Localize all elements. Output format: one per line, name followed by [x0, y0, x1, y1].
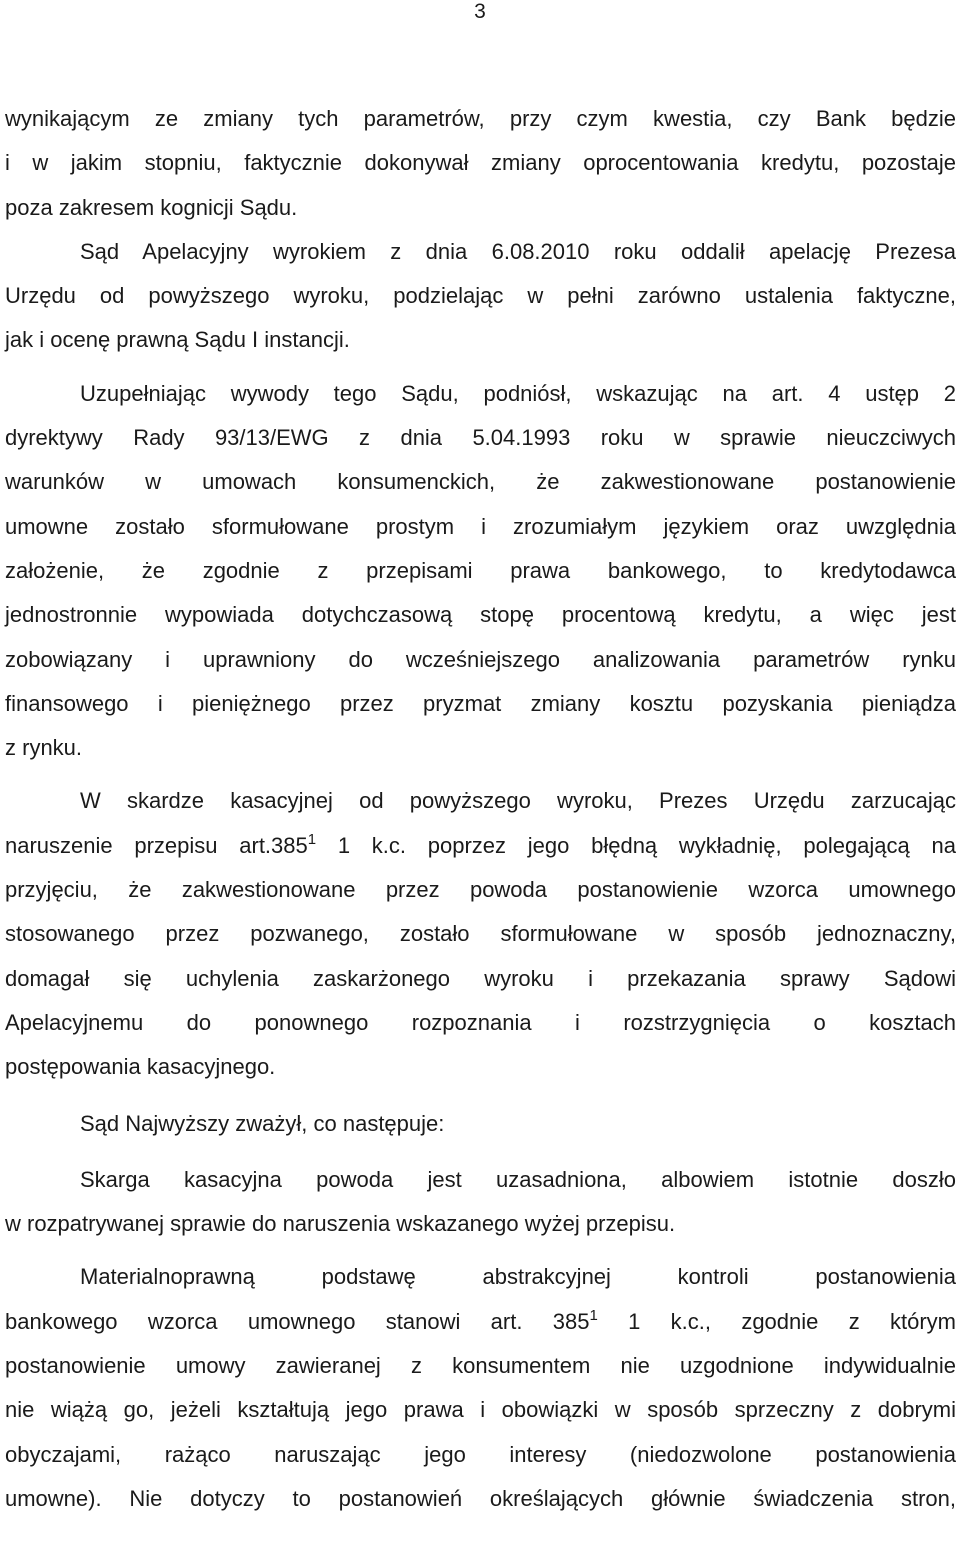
document-body	[5, 97, 956, 1521]
text-segment: naruszenie przepisu art.385	[5, 832, 308, 858]
text-line: umowne zostało sformułowane prostym i zrozumiałym językiem oraz uwzględnia	[5, 513, 956, 539]
text-line: w rozpatrywanej sprawie do naruszenia wskazanego wyżej przepisu.	[5, 1211, 676, 1237]
text-line: Sąd Apelacyjny wyrokiem z dnia 6.08.2010 roku oddalił apelację Prezesa	[80, 238, 956, 264]
text-line: Uzupełniając wywody tego Sądu, podniósł, wskazując na art. 4 ustęp 2	[80, 380, 956, 406]
text-line: Skarga kasacyjna powoda jest uzasadniona, albowiem istotnie doszło	[80, 1166, 956, 1192]
text-line: stosowanego przez pozwanego, zostało sformułowane w sposób jednoznaczny,	[5, 921, 956, 947]
text-line: domagał się uchylenia zaskarżonego wyroku i przekazania sprawy Sądowi	[5, 965, 956, 991]
text-line: W skardze kasacyjnej od powyższego wyroku, Prezes Urzędu zarzucając	[80, 788, 956, 814]
paragraph-directive	[5, 372, 956, 771]
paragraph-court-heading	[5, 1102, 956, 1146]
text-line: postanowienie umowy zawieranej z konsumentem nie uzgodnione indywidualnie	[5, 1353, 956, 1379]
text-line: finansowego i pieniężnego przez pryzmat zmiany kosztu pozyskania pieniądza	[5, 690, 956, 716]
superscript: 1	[589, 1306, 598, 1324]
text-line: obyczajami, rażąco naruszając jego interesy (niedozwolone postanowienia	[5, 1441, 956, 1467]
text-line: jak i ocenę prawną Sądu I instancji.	[5, 327, 350, 353]
paragraph-legal-basis	[5, 1255, 956, 1521]
text-line: poza zakresem kognicji Sądu.	[5, 194, 298, 220]
text-line: umowne). Nie dotyczy to postanowień określających głównie świadczenia stron,	[5, 1485, 956, 1511]
text-line: i w jakim stopniu, faktycznie dokonywał zmiany oprocentowania kredytu, pozostaje	[5, 150, 956, 176]
superscript: 1	[307, 830, 317, 848]
text-line: warunków w umowach konsumenckich, że zakwestionowane postanowienie	[5, 469, 956, 495]
text-line: dyrektywy Rady 93/13/EWG z dnia 5.04.1993 roku w sprawie nieuczciwych	[5, 425, 956, 451]
text-line: Apelacyjnemu do ponownego rozpoznania i rozstrzygnięcia o kosztach	[5, 1009, 956, 1035]
text-line: przyjęciu, że zakwestionowane przez powoda postanowienie wzorca umownego	[5, 877, 956, 903]
text-line: Sąd Najwyższy zważył, co następuje:	[80, 1110, 445, 1136]
text-line: założenie, że zgodnie z przepisami prawa bankowego, to kredytodawca	[5, 557, 956, 583]
text-line: wynikającym ze zmiany tych parametrów, przy czym kwestia, czy Bank będzie	[5, 106, 956, 131]
paragraph-appeal-dismissal	[5, 230, 956, 363]
page-number: 3	[474, 0, 486, 23]
text-line: z rynku.	[5, 735, 83, 761]
text-line: zobowiązany i uprawniony do wcześniejszego analizowania parametrów rynku	[5, 646, 956, 672]
text-line: postępowania kasacyjnego.	[5, 1054, 276, 1080]
text-segment: bankowego wzorca umownego stanowi art. 385	[5, 1308, 590, 1334]
text-segment: 1 k.c., zgodnie z którym	[597, 1308, 957, 1334]
text-line	[5, 824, 956, 868]
text-line	[5, 1300, 956, 1344]
paragraph-cassation-complaint	[5, 779, 956, 1089]
text-line: Urzędu od powyższego wyroku, podzielając w pełni zarówno ustalenia faktyczne,	[5, 283, 956, 309]
text-line: jednostronnie wypowiada dotychczasową stopę procentową kredytu, a więc jest	[5, 602, 956, 628]
text-line: nie wiążą go, jeżeli kształtują jego prawa i obowiązki w sposób sprzeczny z dobrymi	[5, 1397, 956, 1423]
text-line: Materialnoprawną podstawę abstrakcyjnej kontroli postanowienia	[80, 1264, 956, 1290]
text-segment: 1 k.c. poprzez jego błędną wykładnię, polegającą na	[316, 832, 956, 858]
paragraph-justified	[5, 1158, 956, 1247]
paragraph-continuation	[5, 97, 956, 230]
